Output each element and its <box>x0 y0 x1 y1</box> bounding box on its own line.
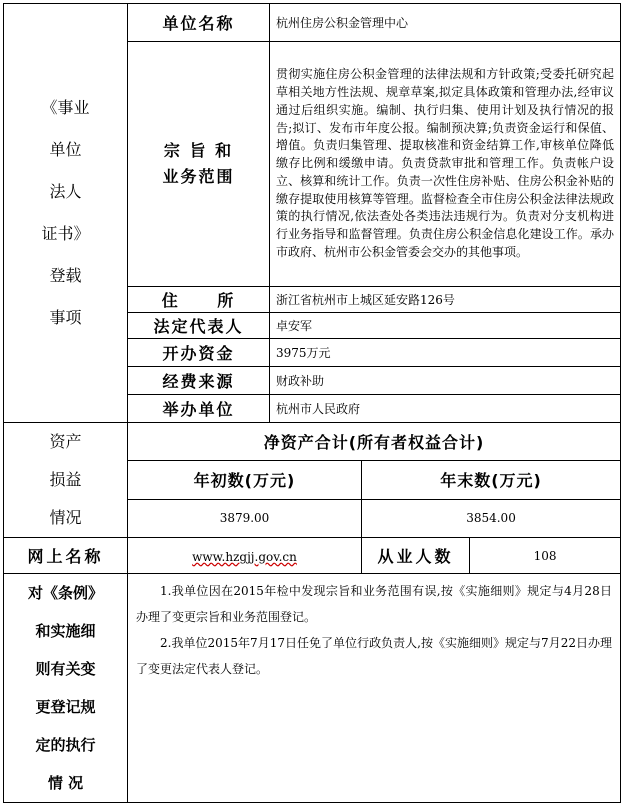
funding-value: 财政补助 <box>270 367 621 395</box>
assets-label-line: 资产 <box>49 432 82 451</box>
address-label: 住 所 <box>128 287 270 313</box>
staff-count-value: 108 <box>470 538 621 574</box>
online-name-label: 网上名称 <box>4 538 128 574</box>
compliance-content <box>128 574 621 803</box>
scope-label-line: 业务范围 <box>162 167 235 186</box>
compliance-label-line: 对《条例》 <box>27 584 103 602</box>
address-value: 浙江省杭州市上城区延安路126号 <box>270 287 621 313</box>
online-name-cell <box>128 538 362 574</box>
unit-name-value: 杭州住房公积金管理中心 <box>270 4 621 42</box>
compliance-item: 2.我单位2015年7月17日任免了单位行政负责人,按《实施细则》规定与7月22日办理了变更法定代表人登记。 <box>136 636 613 676</box>
begin-year-label: 年初数(万元) <box>128 461 362 499</box>
compliance-label-line: 情 况 <box>47 774 84 792</box>
unit-name-label: 单位名称 <box>128 4 270 42</box>
scope-label-line: 宗 旨 和 <box>163 141 234 160</box>
end-year-label: 年末数(万元) <box>362 461 621 499</box>
registration-label-line: 单位 <box>49 140 82 159</box>
website-link[interactable]: www.hzgjj.gov.cn <box>192 550 297 564</box>
registration-label-line: 证书》 <box>41 224 90 243</box>
end-year-value: 3854.00 <box>362 499 621 537</box>
begin-year-value: 3879.00 <box>128 499 362 537</box>
sponsor-value: 杭州市人民政府 <box>270 395 621 423</box>
scope-value: 贯彻实施住房公积金管理的法律法规和方针政策;受委托研究起草相关地方性法规、规章草案,拟定具体政策和管理办法,经审议通过后组织实施。编制、执行归集、使用计划及执行情况的报告;拟订、发布市年度公报。编制预决算;负责资金运行和保值、增值。负责归集管理、提取核准和资金结算工作,审核单位降低缴存比例和缓缴申请。负责贷款审批和管理工作。负责帐户设立、核算和统计工作。负责一次性住房补贴、住房公积金补贴的缴存提取使用核算等管理。监督检查全市住房公积金法律法规政策的执行情况,依法查处各类违法违规行为。负责对分支机构进行业务指导和监督管理。负责住房公积金信息化建设工作。承办市政府、杭州市公积金管委会交办的其他事项。 <box>270 42 621 287</box>
compliance-label-line: 更登记规 <box>35 698 96 716</box>
registration-section-label <box>4 4 128 423</box>
registration-label-line: 事项 <box>49 308 82 327</box>
assets-section-label <box>4 423 128 538</box>
compliance-label-line: 则有关变 <box>35 660 96 678</box>
registration-label-line: 登载 <box>49 266 82 285</box>
assets-label-line: 情况 <box>49 508 82 527</box>
capital-value: 3975万元 <box>270 339 621 367</box>
legal-rep-value: 卓安军 <box>270 313 621 339</box>
compliance-label-line: 定的执行 <box>35 736 96 754</box>
compliance-section-label <box>4 574 128 803</box>
assets-label-line: 损益 <box>49 470 82 489</box>
net-assets-header: 净资产合计(所有者权益合计) <box>128 423 621 461</box>
registration-label-line: 《事业 <box>41 98 90 117</box>
registration-table <box>3 3 621 803</box>
legal-rep-label: 法定代表人 <box>128 313 270 339</box>
sponsor-label: 举办单位 <box>128 395 270 423</box>
registration-label-line: 法人 <box>49 182 82 201</box>
compliance-item: 1.我单位因在2015年检中发现宗旨和业务范围有误,按《实施细则》规定与4月28日办理了变更宗旨和业务范围登记。 <box>136 584 613 624</box>
compliance-label-line: 和实施细 <box>35 622 96 640</box>
scope-label <box>128 42 270 287</box>
staff-count-label: 从业人数 <box>362 538 470 574</box>
funding-label: 经费来源 <box>128 367 270 395</box>
capital-label: 开办资金 <box>128 339 270 367</box>
